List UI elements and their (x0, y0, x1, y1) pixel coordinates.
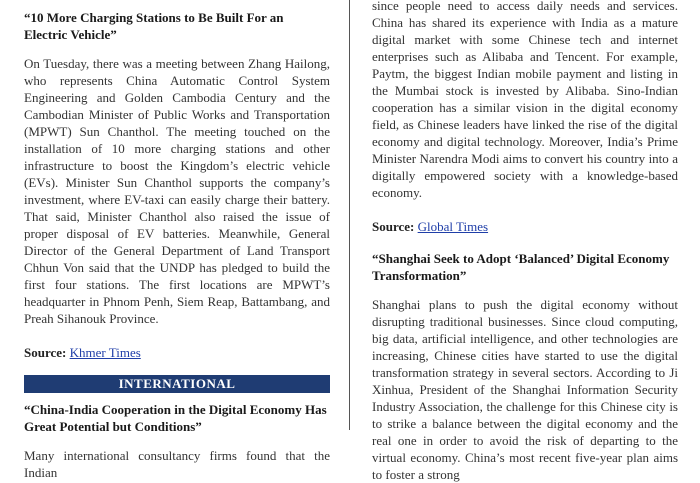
international-section-banner: INTERNATIONAL (24, 375, 330, 393)
source-label: Source: (372, 219, 415, 234)
global-times-link[interactable]: Global Times (417, 219, 489, 234)
column-divider (349, 0, 350, 430)
right-column (372, 0, 678, 482)
ev-article-source (24, 344, 330, 361)
source-label: Source: (24, 345, 67, 360)
left-column (24, 0, 330, 480)
shanghai-article-body: Shanghai plans to push the digital economy without disrupting traditional businesses. Since cloud computing, big data, artificial intelligence, and other technologies are increasing, Chinese cities have started to use the digital transformation strategy in several sectors. According to Ji Xinhua, President of the Shanghai Information Security Industry Association, the challenge for this Chinese city is to strike a balance between the digital economy and the real one in order to avoid the risk of departing to the virtual economy. China’s most recent five-year plan aims to foster a strong (372, 297, 678, 482)
ev-article-headline: “10 More Charging Stations to Be Built For an Electric Vehicle” (24, 10, 284, 42)
india-article-continued: since people need to access daily needs and services. China has shared its experience with India as a mature digital market with some Chinese tech and internet enterprises such as Alibaba and Tencent. For example, Paytm, the biggest Indian mobile payment and listing in the Mumbai stock is invested by Alibaba. Sino-Indian cooperation has a similar vision in the digital economy field, as Chinese leaders have linked the rise of the digital economy and digital technology. Moreover, India’s Prime Minister Narendra Modi aims to convert his country into a digitally empowered society with a knowledge-based economy. (372, 0, 678, 200)
india-article-source (372, 218, 678, 235)
india-article-headline: “China-India Cooperation in the Digital Economy Has Great Potential but Conditions” (24, 402, 327, 434)
khmer-times-link[interactable]: Khmer Times (69, 345, 141, 360)
shanghai-article-headline: “Shanghai Seek to Adopt ‘Balanced’ Digital Economy Transformation” (372, 251, 670, 283)
india-article-body-start: Many international consultancy firms found that the Indian (24, 448, 330, 480)
ev-article-body: On Tuesday, there was a meeting between Zhang Hailong, who represents China Automatic Control System Engineering and Golden Cambodia Century and the Cambodian Minister of Public Works and Transportation (MPWT) Sun Chanthol. The meeting touched on the installation of 10 more charging stations and other infrastructure to boost the Kingdom’s electric vehicle (EVs). Minister Sun Chanthol supports the company’s investment, where EV-taxi can easily charge their battery. That said, Minister Chanthol also raised the issue of proper disposal of EV batteries. Meanwhile, General Director of the General Department of Land Transport Chhun Von said that the UNDP has pledged to build the first four stations. The first locations are MPWT’s headquarter in Phnom Penh, Siem Reap, Battambang, and Preah Sihanouk Province. (24, 56, 330, 326)
